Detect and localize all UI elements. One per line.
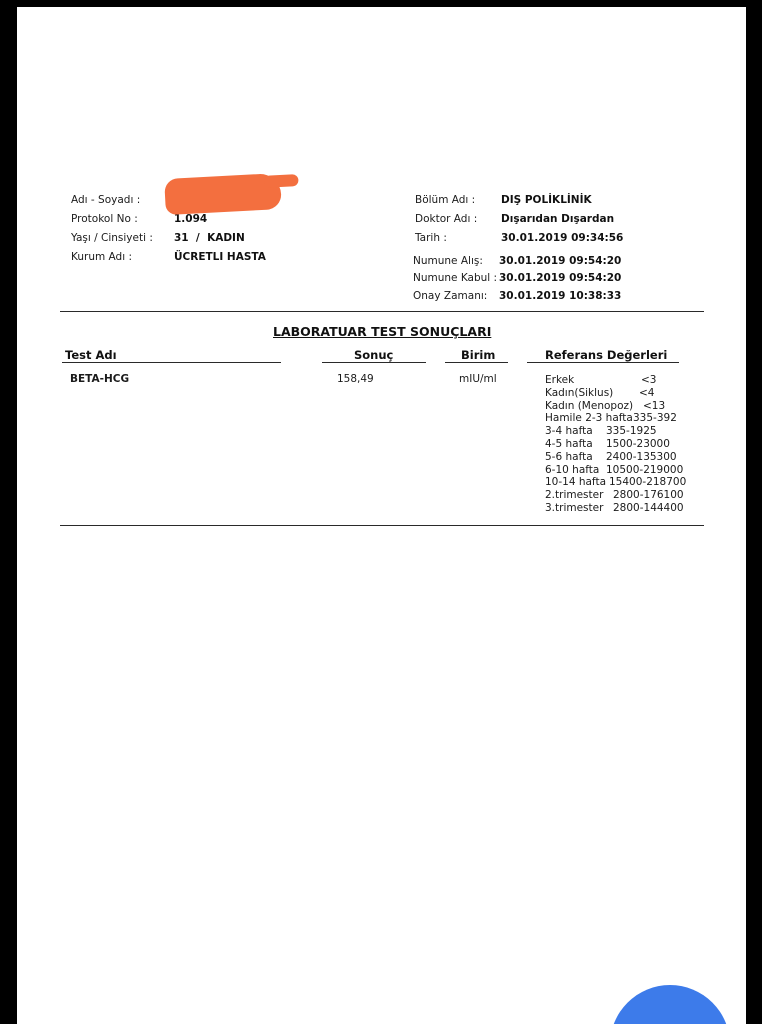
floating-action-button[interactable] (610, 985, 730, 1024)
date-label: Tarih : (415, 232, 447, 244)
sample-taken-label: Numune Alış: (413, 255, 483, 267)
col-line-test (62, 362, 281, 363)
reference-name: 3.trimester (545, 501, 604, 514)
col-head-result: Sonuç (354, 348, 394, 362)
reference-value: <4 (639, 386, 655, 399)
col-line-unit (445, 362, 508, 363)
reference-row (545, 425, 695, 438)
date-value: 30.01.2019 09:34:56 (501, 232, 624, 244)
result-unit: mIU/ml (459, 373, 497, 385)
reference-row (545, 412, 695, 425)
reference-row (545, 502, 695, 515)
protocol-value: 1.094 (174, 213, 208, 225)
age-sex-label: Yaşı / Cinsiyeti : (71, 232, 153, 244)
reference-value: <13 (643, 399, 666, 412)
reference-name: Kadın(Siklus) (545, 386, 614, 399)
col-head-reference: Referans Değerleri (545, 348, 668, 362)
sample-accepted-label: Numune Kabul : (413, 272, 498, 284)
col-head-unit: Birim (461, 348, 496, 362)
reference-name: 5-6 hafta (545, 450, 593, 463)
institution-value: ÜCRETLI HASTA (174, 251, 266, 263)
approval-value: 30.01.2019 10:38:33 (499, 290, 622, 302)
reference-row (545, 438, 695, 451)
header-divider (60, 311, 704, 312)
department-value: DIŞ POLİKLİNİK (501, 194, 592, 206)
reference-name: 4-5 hafta (545, 437, 593, 450)
reference-name: 10-14 hafta (545, 476, 607, 489)
reference-value: 2800-176100 (613, 489, 684, 502)
reference-value: 10500-219000 (606, 463, 684, 476)
reference-value: 2800-144400 (613, 501, 684, 514)
doctor-label: Doktor Adı : (415, 213, 478, 225)
reference-value: 335-1925 (606, 425, 657, 438)
name-label: Adı - Soyadı : (71, 194, 141, 206)
reference-value: 2400-135300 (606, 450, 677, 463)
department-label: Bölüm Adı : (415, 194, 476, 206)
protocol-label: Protokol No : (71, 213, 138, 225)
results-title: LABORATUAR TEST SONUÇLARI (273, 324, 492, 339)
reference-value: 335-392 (633, 412, 677, 425)
doctor-value: Dışarıdan Dışardan (501, 213, 615, 225)
redaction-mark (164, 173, 282, 215)
reference-row (545, 374, 695, 387)
reference-name: Erkek (545, 374, 575, 386)
col-head-test: Test Adı (65, 348, 117, 362)
institution-label: Kurum Adı : (71, 251, 133, 263)
col-line-reference (527, 362, 679, 363)
col-line-result (322, 362, 426, 363)
sample-taken-value: 30.01.2019 09:54:20 (499, 255, 622, 267)
reference-name: 2.trimester (545, 489, 604, 502)
reference-name: 6-10 hafta (545, 463, 600, 476)
reference-value: <3 (641, 374, 657, 386)
reference-name: 3-4 hafta (545, 425, 593, 438)
reference-value: 15400-218700 (609, 476, 687, 489)
reference-name: Hamile 2-3 hafta (545, 412, 633, 425)
reference-name: Kadın (Menopoz) (545, 399, 634, 412)
result-test-name: BETA-HCG (70, 373, 130, 385)
reference-values-list (545, 374, 695, 515)
reference-row (545, 400, 695, 413)
reference-row (545, 464, 695, 477)
reference-row (545, 476, 695, 489)
results-bottom-divider (60, 525, 704, 526)
reference-row (545, 489, 695, 502)
approval-label: Onay Zamanı: (413, 290, 488, 302)
lab-report-page (17, 7, 746, 1024)
sample-accepted-value: 30.01.2019 09:54:20 (499, 272, 622, 284)
reference-row (545, 451, 695, 464)
reference-value: 1500-23000 (606, 437, 670, 450)
result-value: 158,49 (337, 373, 374, 385)
age-sex-value: 31 / KADIN (174, 232, 245, 244)
reference-row (545, 387, 695, 400)
